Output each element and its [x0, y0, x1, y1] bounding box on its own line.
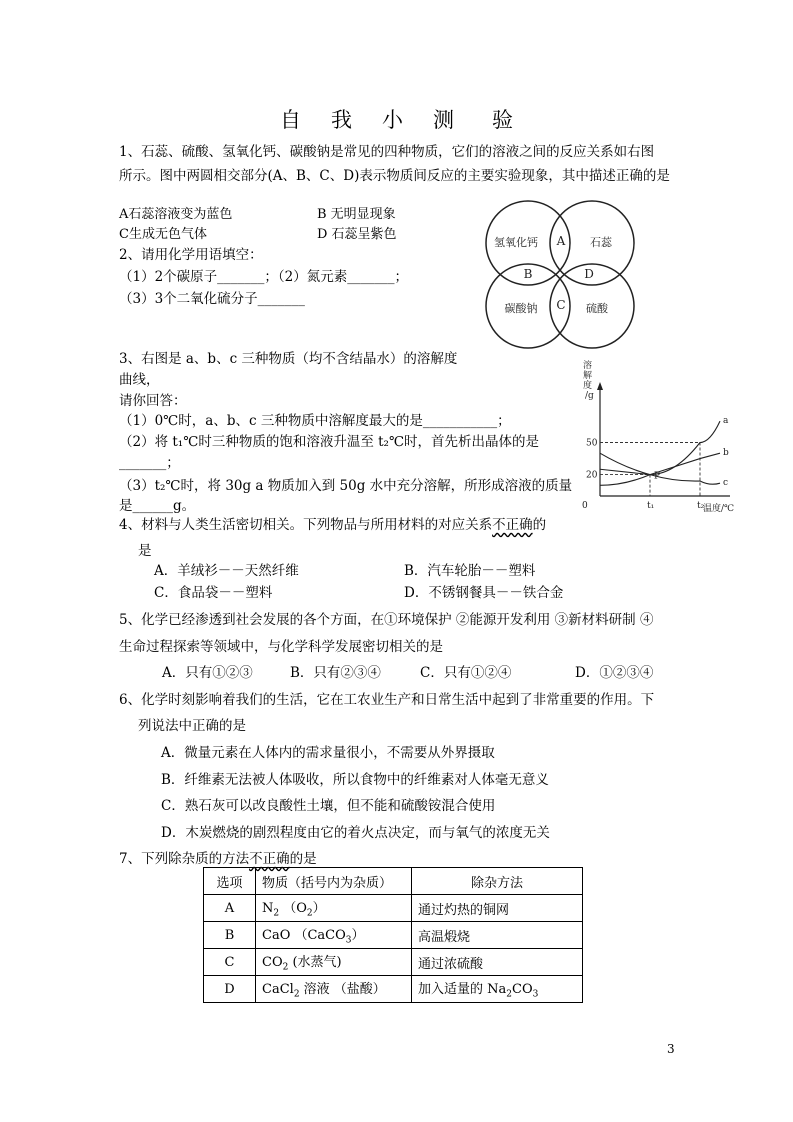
q6-stem-line2: 列说法中正确的是	[138, 718, 246, 734]
subscript: 2	[293, 989, 300, 1000]
q4-stem-line1	[119, 513, 546, 533]
q4-stem-end: 的	[532, 517, 547, 533]
q3-line7: （3）t₂℃时，将 30g a 物质加入到 50g 水中充分溶解，所形成溶液的质量	[119, 478, 573, 494]
substance-text: （O	[279, 901, 307, 917]
q3-line5: （2）将 t₁℃时三种物质的饱和溶液升温至 t₂℃时，首先析出晶体的是	[119, 434, 540, 450]
table-row	[204, 976, 583, 1003]
q4-stem-text: 4、材料与人类生活密切相关。下列物品与所用材料的对应关系	[119, 517, 493, 533]
q4-option-a: A．羊绒衫－－天然纤维	[154, 563, 299, 579]
curve-label-a: a	[723, 416, 729, 427]
table-row	[204, 895, 583, 922]
q5-option-b: B．只有②③④	[290, 665, 381, 681]
q7-stem	[119, 847, 317, 867]
table-row	[204, 922, 583, 949]
venn-label-3: 碳酸钠	[504, 302, 538, 315]
row-method: 通过灼热的铜网	[412, 895, 583, 922]
title-char: 验	[492, 108, 513, 132]
q2-stem: 2、请用化学用语填空：	[119, 247, 263, 263]
row-method: 高温煅烧	[412, 922, 583, 949]
venn-region-b: B	[523, 267, 533, 281]
x-axis-label: 温度/℃	[703, 504, 735, 514]
q4-option-c: C．食品袋－－塑料	[154, 585, 273, 601]
q7-stem-emphasis: 不正确	[249, 851, 290, 867]
page-title	[280, 104, 513, 134]
title-char: 我	[331, 108, 352, 132]
subscript: 3	[532, 989, 539, 1000]
q5-option-d: D．①②③④	[575, 665, 654, 681]
q3-line1: 3、右图是 a、b、c 三种物质（均不含结晶水）的溶解度	[119, 351, 458, 367]
venn-region-c: C	[556, 298, 566, 312]
solubility-chart	[580, 358, 745, 516]
q5-option-a: A．只有①②③	[162, 665, 253, 681]
q1-stem-line1: 1、石蕊、硫酸、氢氧化钙、碳酸钠是常见的四种物质，它们的溶液之间的反应关系如右图	[119, 144, 655, 160]
subscript: 2	[506, 989, 512, 1000]
venn-diagram	[476, 193, 646, 353]
substance-text: CO	[262, 955, 283, 971]
intersection-point-label: P	[654, 471, 661, 482]
title-char: 小	[382, 108, 403, 132]
venn-region-d: D	[584, 267, 594, 281]
table-header-row	[204, 868, 583, 895]
q4-option-d: D．不锈钢餐具－－铁合金	[404, 585, 564, 601]
q7-table	[203, 867, 583, 1003]
q1-stem-line2: 所示。图中两圆相交部分(A、B、C、D)表示物质间反应的主要实验现象，其中描述正确的是	[119, 168, 670, 184]
table-header-cell: 选项	[204, 868, 256, 895]
row-option: A	[204, 895, 256, 922]
q5-stem-line2: 生命过程探索等领域中，与化学科学发展密切相关的是	[119, 639, 443, 655]
y-tick-label: 50	[586, 438, 598, 449]
q6-option-d: D．木炭燃烧的剧烈程度由它的着火点决定，而与氧气的浓度无关	[161, 825, 550, 841]
row-substance	[256, 922, 412, 949]
y-tick-label: 20	[586, 470, 598, 481]
substance-text: ）	[351, 928, 365, 944]
q5-option-c: C．只有①②④	[420, 665, 512, 681]
substance-text: CaCl	[262, 982, 294, 998]
substance-text: CaO （CaCO	[262, 928, 346, 944]
substance-text: (水蒸气)	[288, 955, 342, 971]
q4-option-b: B．汽车轮胎－－塑料	[404, 563, 536, 579]
row-substance	[256, 976, 412, 1003]
q3-line3: 请你回答：	[119, 393, 187, 409]
curve-label-c: c	[723, 478, 729, 489]
q1-option-d: D 石蕊呈紫色	[317, 227, 397, 242]
title-char: 测	[433, 108, 454, 132]
q6-option-b: B．纤维素无法被人体吸收，所以食物中的纤维素对人体毫无意义	[161, 772, 549, 788]
row-option: D	[204, 976, 256, 1003]
q6-option-a: A．微量元素在人体内的需求量很小，不需要从外界摄取	[161, 745, 495, 761]
row-substance	[256, 949, 412, 976]
x-tick-label: t₁	[647, 501, 655, 511]
table-row	[204, 949, 583, 976]
y-axis-arrow	[597, 382, 603, 390]
subscript: 2	[282, 962, 289, 973]
subscript: 2	[306, 908, 313, 919]
venn-region-a: A	[556, 234, 566, 248]
q2-line3: （3）3个二氧化硫分子_______	[119, 291, 305, 307]
q7-stem-end: 的是	[289, 851, 317, 867]
substance-text: ）	[312, 901, 326, 917]
q5-stem-line1: 5、化学已经渗透到社会发展的各个方面，在①环境保护 ②能源开发利用 ③新材料研制 ④	[119, 612, 654, 628]
q3-line2: 曲线，	[119, 372, 160, 388]
row-method	[412, 976, 583, 1003]
venn-label-4: 硫酸	[586, 302, 608, 315]
q3-line6: _______；	[119, 455, 180, 471]
q7-stem-text: 7、下列除杂质的方法	[119, 851, 250, 867]
venn-label-1: 氢氧化钙	[494, 236, 538, 249]
q3-line4: （1）0℃时，a、b、c 三种物质中溶解度最大的是___________；	[119, 413, 511, 429]
x-tick-label: t₂	[697, 501, 705, 511]
q6-stem-line1: 6、化学时刻影响着我们的生活，它在工农业生产和日常生活中起到了非常重要的作用。下	[119, 692, 655, 708]
q4-stem-line2: 是	[138, 543, 152, 559]
q1-option-c: C生成无色气体	[119, 227, 207, 242]
table-header-cell: 除杂方法	[412, 868, 583, 895]
curve-label-b: b	[723, 448, 729, 459]
row-option: C	[204, 949, 256, 976]
title-char: 自	[280, 108, 301, 132]
table-header-cell: 物质（括号内为杂质）	[256, 868, 412, 895]
row-option: B	[204, 922, 256, 949]
substance-text: N	[262, 901, 274, 917]
y-axis-label: 溶解度/g	[583, 361, 594, 401]
method-text: CO	[512, 982, 533, 998]
x-tick-label: 0	[582, 501, 588, 511]
row-method: 通过浓硫酸	[412, 949, 583, 976]
row-substance	[256, 895, 412, 922]
q2-line2: （1）2个碳原子_______；（2）氮元素_______；	[119, 269, 409, 285]
q3-line8: 是______g。	[119, 498, 196, 514]
method-text: 加入适量的 Na	[418, 982, 507, 998]
subscript: 2	[273, 908, 280, 919]
page-number: 3	[667, 1042, 675, 1056]
substance-text: 溶液 （盐酸）	[299, 982, 386, 998]
subscript: 3	[345, 935, 352, 946]
venn-label-2: 石蕊	[590, 236, 612, 249]
q6-option-c: C．熟石灰可以改良酸性土壤，但不能和硫酸铵混合使用	[161, 798, 496, 814]
q4-stem-emphasis: 不正确	[492, 517, 533, 533]
q1-option-b: B 无明显现象	[317, 207, 396, 222]
q1-option-a: A石蕊溶液变为蓝色	[119, 207, 233, 222]
